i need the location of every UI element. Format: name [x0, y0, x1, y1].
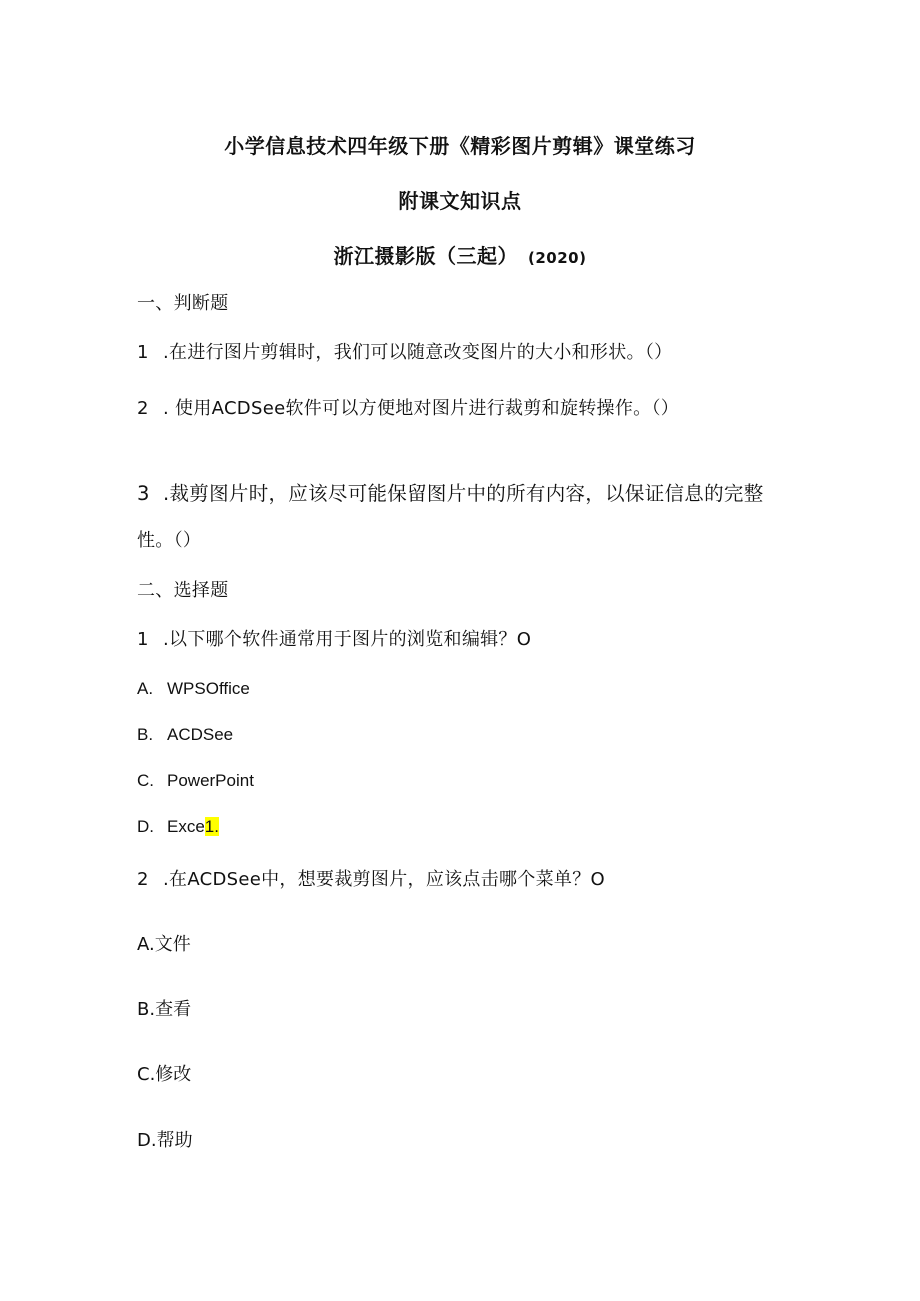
edition-text: 浙江摄影版（三起） — [333, 244, 519, 268]
judgement-question-3 — [137, 478, 764, 506]
option-b: B.查看 — [137, 999, 192, 1020]
choice-question-2 — [137, 865, 605, 891]
question-number: 1 — [137, 342, 149, 363]
judgement-question-2 — [137, 394, 679, 420]
option-a — [137, 679, 250, 699]
question-number: 3 — [137, 482, 150, 505]
question-text: .裁剪图片时，应该尽可能保留图片中的所有内容，以保证信息的完整 — [163, 482, 764, 505]
document-edition — [0, 240, 920, 269]
option-c — [137, 771, 254, 791]
section-heading-choice: 二、选择题 — [137, 580, 229, 601]
option-d: D.帮助 — [137, 1130, 193, 1151]
question-text: .在进行图片剪辑时，我们可以随意改变图片的大小和形状。（） — [163, 342, 673, 363]
option-text: PowerPoint — [167, 771, 254, 790]
choice-question-1 — [137, 625, 531, 651]
judgement-question-1 — [137, 338, 672, 364]
option-a: A.文件 — [137, 934, 191, 955]
document-subtitle: 附课文知识点 — [398, 189, 522, 213]
judgement-question-3-continued: 性。（） — [137, 530, 202, 551]
question-text: . 使用ACDSee软件可以方便地对图片进行裁剪和旋转操作。（） — [163, 398, 680, 419]
section-heading-judgement: 一、判断题 — [137, 293, 229, 314]
option-d — [137, 817, 219, 837]
document-title: 小学信息技术四年级下册《精彩图片剪辑》课堂练习 — [224, 134, 696, 158]
option-letter: B. — [137, 725, 154, 744]
edition-year: (2020) — [528, 249, 587, 267]
option-b — [137, 725, 233, 745]
question-number: 2 — [137, 869, 149, 890]
option-letter: A. — [137, 679, 154, 698]
option-text: ACDSee — [167, 725, 234, 744]
option-text: WPSOffice — [167, 679, 250, 698]
question-text: .在ACDSee中，想要裁剪图片，应该点击哪个菜单？O — [163, 869, 605, 890]
question-number: 1 — [137, 629, 149, 650]
highlighted-text: 1. — [204, 817, 219, 836]
option-c: C.修改 — [137, 1064, 192, 1085]
option-letter: C. — [137, 771, 154, 790]
question-number: 2 — [137, 398, 149, 419]
option-letter: D. — [137, 817, 154, 836]
option-text: Exce — [167, 817, 205, 836]
question-text: .以下哪个软件通常用于图片的浏览和编辑？O — [163, 629, 532, 650]
